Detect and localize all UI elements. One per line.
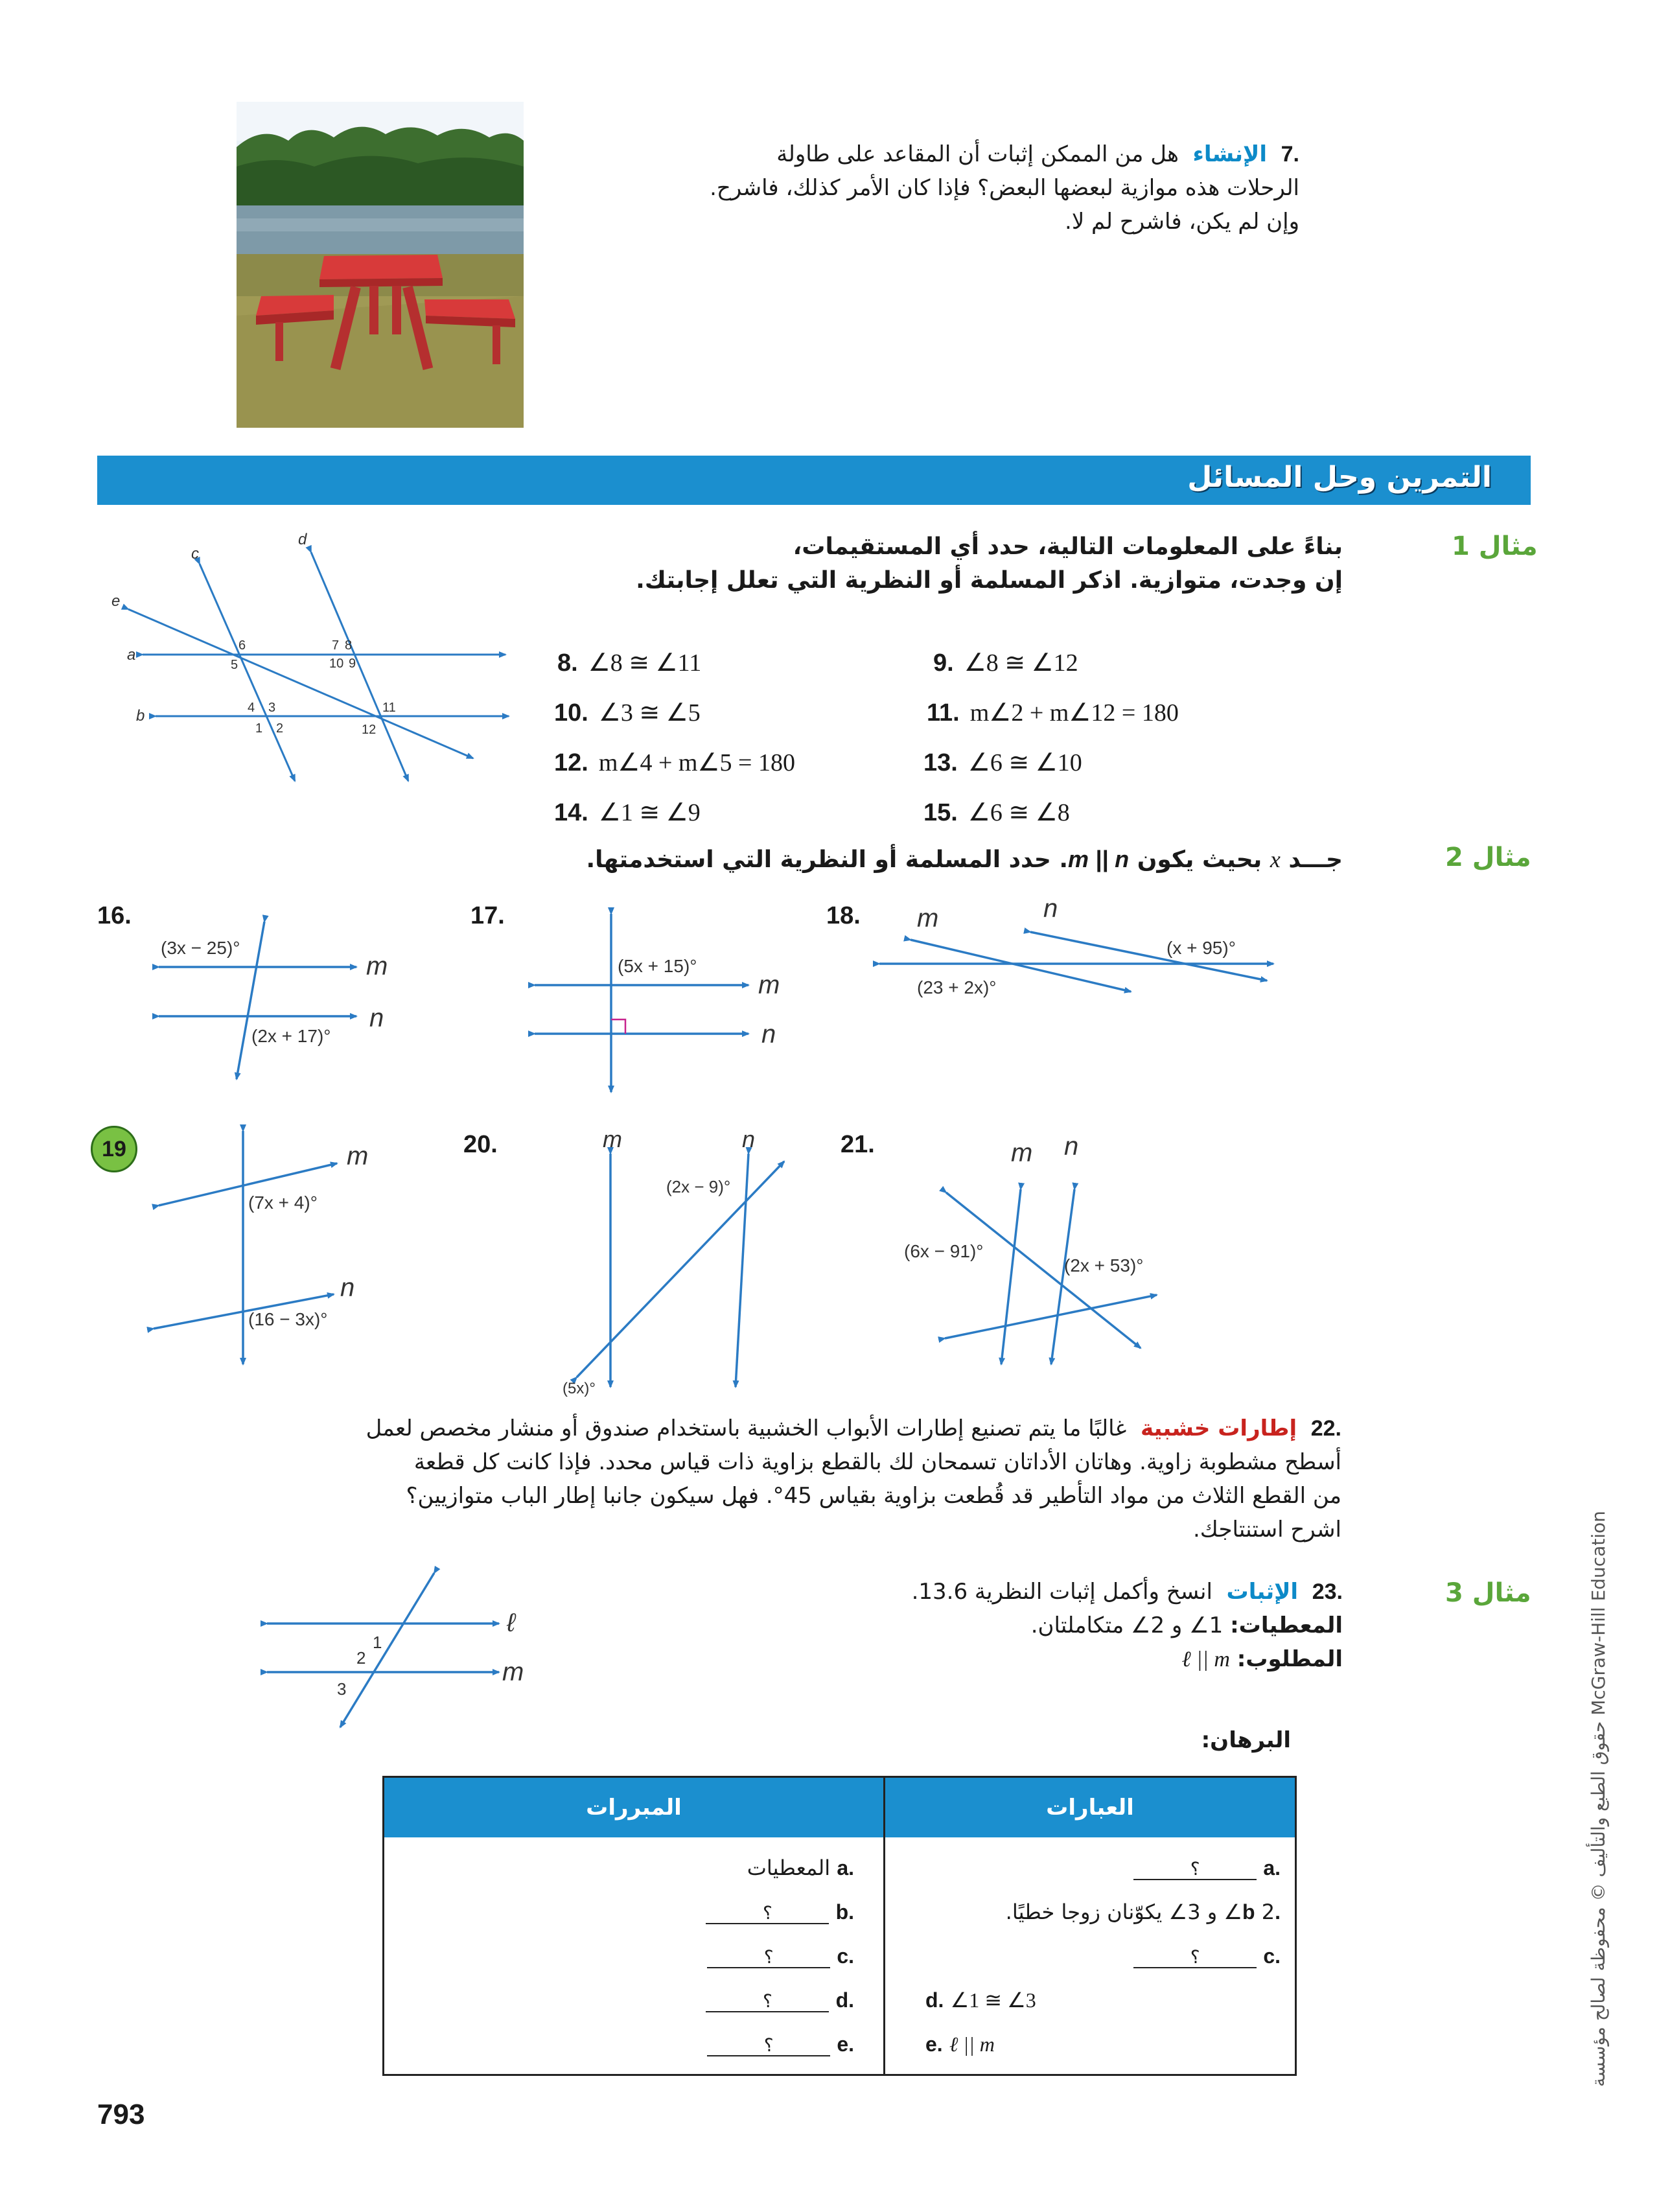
figure-number: 17. bbox=[470, 902, 505, 929]
angle-label: (3x − 25)° bbox=[161, 938, 240, 958]
question-text: أسطح مشطوبة زاوية. وهاتان الأداتان تسمحان لك بالقطع بزاوية ذات قياس محدد. فإذا كانت كل قطعة bbox=[413, 1449, 1341, 1475]
angle-number: 7 bbox=[332, 638, 340, 653]
angle-number: 1 bbox=[373, 1633, 382, 1652]
given-text: 1∠ و 2∠ متكاملتان. bbox=[1030, 1612, 1224, 1638]
exercise-item: 15. ∠6 ≅ ∠8 bbox=[923, 799, 1070, 826]
example-1-instructions bbox=[435, 530, 1343, 598]
line-label: n bbox=[369, 1004, 384, 1032]
angle-label: (2x + 53)° bbox=[1064, 1255, 1144, 1275]
line-label: n bbox=[742, 1128, 756, 1152]
exercise-item: 12. m∠4 + m∠5 = 180 bbox=[554, 749, 795, 776]
prove-text: ℓ || m bbox=[1181, 1647, 1230, 1671]
figure-18 bbox=[872, 894, 1286, 1027]
section-banner bbox=[97, 456, 1531, 505]
instruction-line: بناءً على المعلومات التالية، حدد أي المستقيمات، bbox=[793, 533, 1343, 560]
figure-number: 16. bbox=[97, 902, 132, 929]
angle-label: (7x + 4)° bbox=[248, 1193, 318, 1213]
line-label: m bbox=[1011, 1139, 1033, 1167]
instruction-text: جـــد bbox=[1288, 846, 1343, 873]
parallel-statement: m || n bbox=[1068, 846, 1130, 872]
line-label: d bbox=[298, 531, 307, 548]
question-text: اشرح استنتاجك. bbox=[1192, 1517, 1341, 1543]
answer-blank[interactable]: ؟ bbox=[1133, 1948, 1257, 1968]
answer-blank[interactable]: ؟ bbox=[707, 1948, 830, 1968]
statement-row: .b 2∠ و 3∠ يكوّنان زوجا خطيًا. bbox=[1005, 1900, 1281, 1924]
figure-number: 21. bbox=[841, 1131, 875, 1158]
question-text: هل من الممكن إثبات أن المقاعد على طاولة bbox=[776, 141, 1179, 167]
question-number: .23 bbox=[1312, 1579, 1343, 1604]
angle-number: 3 bbox=[337, 1679, 347, 1699]
angle-number: 10 bbox=[329, 657, 344, 671]
angle-label: (x + 95)° bbox=[1166, 938, 1236, 958]
question-keyword: الإثبات bbox=[1226, 1579, 1299, 1605]
page-number: 793 bbox=[97, 2099, 145, 2130]
line-label: c bbox=[191, 545, 199, 563]
answer-blank[interactable]: ؟ bbox=[707, 2036, 830, 2056]
line-label: n bbox=[761, 1020, 776, 1049]
exercise-item: 10. ∠3 ≅ ∠5 bbox=[554, 699, 701, 727]
angle-number: 2 bbox=[356, 1648, 366, 1668]
angle-number: 3 bbox=[268, 701, 276, 715]
figure-17 bbox=[528, 904, 800, 1101]
proof-table bbox=[382, 1776, 1297, 2076]
angle-number: 5 bbox=[231, 658, 238, 672]
angle-number: 12 bbox=[362, 723, 377, 737]
question-keyword: الإنشاء bbox=[1192, 141, 1267, 167]
question-text: وإن لم يكن، فاشرح لم لا. bbox=[1065, 209, 1299, 235]
angle-number: 6 bbox=[238, 638, 246, 653]
q23-figure bbox=[259, 1565, 544, 1736]
line-label: n bbox=[1043, 894, 1058, 923]
example-label: مثال 1 bbox=[1452, 531, 1538, 561]
line-label: ℓ bbox=[507, 1609, 515, 1637]
example-2-instructions bbox=[586, 843, 1343, 877]
answer-blank[interactable]: ؟ bbox=[1133, 1859, 1257, 1880]
angle-number: 4 bbox=[248, 701, 255, 715]
prove-label: المطلوب: bbox=[1236, 1646, 1343, 1672]
line-label: n bbox=[340, 1274, 355, 1302]
exercise-item: 8. ∠8 ≅ ∠11 bbox=[557, 649, 702, 677]
question-text: غالبًا ما يتم تصنيع إطارات الأبواب الخشبية باستخدام صندوق أو منشار مخصص لعمل bbox=[365, 1415, 1127, 1441]
statement-row: .a ؟ bbox=[1133, 1856, 1281, 1880]
statement-row: d. ∠1 ≅ ∠3 bbox=[925, 1988, 1036, 2012]
angle-label: (5x + 15)° bbox=[618, 956, 697, 976]
figure-19 bbox=[146, 1124, 392, 1380]
exercise-item: 13. ∠6 ≅ ∠10 bbox=[923, 749, 1082, 776]
line-label: e bbox=[111, 592, 121, 610]
example-1-figure bbox=[104, 525, 518, 787]
highlighted-exercise-badge bbox=[91, 1126, 137, 1172]
statement-row: .c ؟ bbox=[1133, 1944, 1281, 1968]
reason-row: .e ؟ bbox=[707, 2032, 854, 2056]
question-23 bbox=[565, 1575, 1343, 1677]
answer-blank[interactable]: ؟ bbox=[706, 1903, 829, 1924]
exercise-item: 9. ∠8 ≅ ∠12 bbox=[933, 649, 1078, 677]
line-label: m bbox=[603, 1128, 622, 1152]
instruction-line: إن وجدت، متوازية. اذكر المسلمة أو النظرية التي تعلل إجابتك. bbox=[636, 567, 1343, 594]
question-keyword: إطارات خشبية bbox=[1140, 1415, 1297, 1441]
proof-label: البرهان: bbox=[1201, 1727, 1291, 1753]
statements-header: العبارات bbox=[885, 1778, 1295, 1837]
reason-row: .d ؟ bbox=[706, 1988, 854, 2012]
instruction-text: بحيث يكون bbox=[1137, 846, 1262, 873]
copyright-sidebar bbox=[1581, 1445, 1620, 2093]
question-22 bbox=[227, 1412, 1341, 1546]
figure-number: 20. bbox=[463, 1131, 498, 1158]
line-label: m bbox=[366, 952, 388, 981]
given-label: المعطيات: bbox=[1230, 1612, 1343, 1638]
figure-21 bbox=[894, 1128, 1179, 1377]
line-label: m bbox=[347, 1142, 369, 1170]
statement-row: e. ℓ || m bbox=[925, 2032, 995, 2056]
answer-blank[interactable]: ؟ bbox=[706, 1992, 829, 2012]
copyright-text: حقوق الطبع والتأليف © محفوظة لصالح مؤسسة McGraw-Hill Education bbox=[1588, 1511, 1609, 2087]
figure-number: 18. bbox=[826, 902, 861, 929]
line-label: a bbox=[127, 646, 136, 664]
question-text: الرحلات هذه موازية لبعضها البعض؟ فإذا كان الأمر كذلك، فاشرح. bbox=[710, 175, 1299, 201]
angle-number: 2 bbox=[276, 721, 284, 736]
exercise-item: 11. m∠2 + m∠12 = 180 bbox=[927, 699, 1179, 727]
section-title: التمرين وحل المسائل bbox=[1187, 461, 1492, 494]
line-label: m bbox=[758, 971, 780, 999]
reason-row: .b ؟ bbox=[706, 1900, 854, 1924]
angle-label: (6x − 91)° bbox=[904, 1241, 984, 1261]
angle-number: 9 bbox=[349, 657, 356, 671]
angle-label: (16 − 3x)° bbox=[248, 1309, 328, 1329]
angle-label: (2x + 17)° bbox=[251, 1026, 331, 1046]
question-number: .22 bbox=[1310, 1416, 1341, 1441]
angle-number: 1 bbox=[255, 721, 263, 736]
line-label: m bbox=[917, 904, 939, 933]
question-text: انسخ وأكمل إثبات النظرية 13.6. bbox=[911, 1579, 1212, 1605]
line-label: m bbox=[502, 1658, 524, 1686]
exercise-item: 14. ∠1 ≅ ∠9 bbox=[554, 799, 701, 826]
question-number: .7 bbox=[1281, 142, 1299, 167]
angle-number: 8 bbox=[345, 638, 353, 653]
reason-row: .c ؟ bbox=[707, 1944, 854, 1968]
example-label: مثال 2 bbox=[1445, 843, 1531, 872]
angle-number: 11 bbox=[382, 701, 396, 715]
variable: x bbox=[1270, 846, 1281, 872]
line-label: b bbox=[136, 707, 145, 725]
question-7 bbox=[522, 137, 1299, 239]
question-text: من القطع الثلاث من مواد التأطير قد قُطعت بزاوية بقياس 45°. فهل سيكون جانبا إطار الباب متوازيين؟ bbox=[406, 1483, 1341, 1509]
line-label: n bbox=[1064, 1132, 1079, 1161]
figure-16 bbox=[149, 907, 408, 1091]
instruction-text: . حدد المسلمة أو النظرية التي استخدمتها. bbox=[586, 846, 1068, 873]
angle-label: (2x − 9)° bbox=[666, 1177, 731, 1196]
figure-number: 19 bbox=[102, 1136, 126, 1161]
angle-label: (5x)° bbox=[563, 1380, 596, 1397]
reason-row: .a المعطيات bbox=[747, 1856, 854, 1880]
reasons-header: المبررات bbox=[384, 1778, 885, 1837]
picnic-table-photo bbox=[237, 102, 524, 428]
angle-label: (23 + 2x)° bbox=[917, 977, 997, 997]
example-label: مثال 3 bbox=[1445, 1578, 1531, 1608]
figure-20 bbox=[551, 1128, 797, 1403]
